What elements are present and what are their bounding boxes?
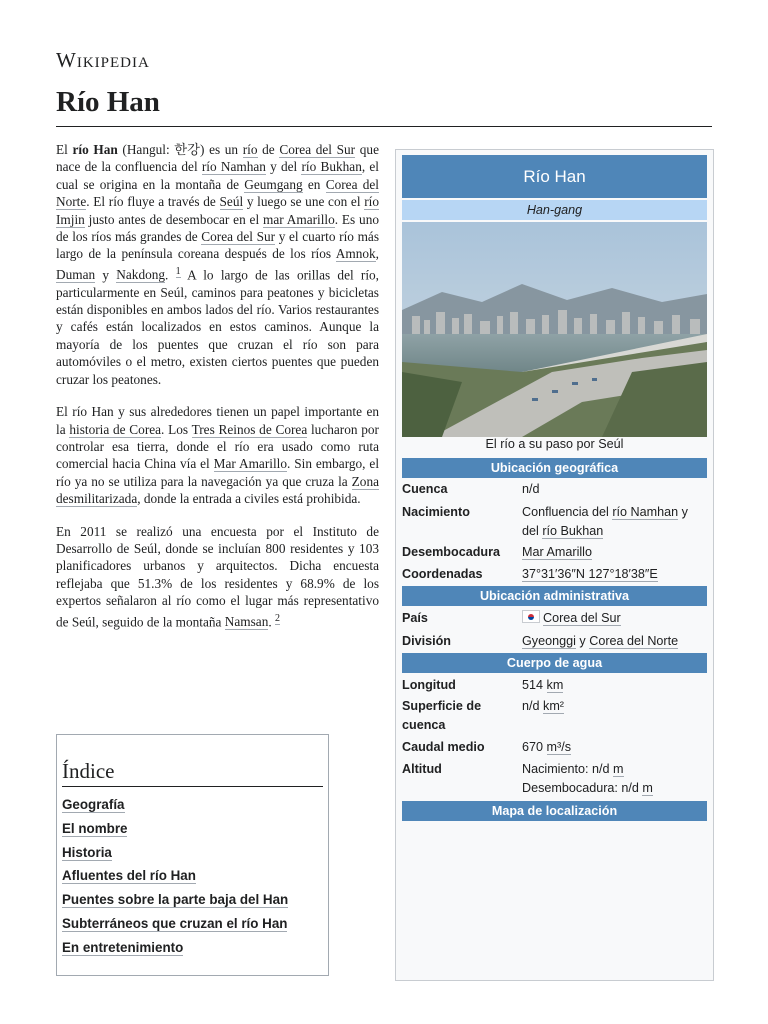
link-seul[interactable]: Seúl (219, 194, 244, 210)
row-nacimiento: Nacimiento Confluencia del río Namhan y del río Bukhan (402, 505, 688, 538)
row-altitud: Altitud Nacimiento: n/d m Desembocadura: n/d m (402, 762, 653, 795)
south-korea-flag-icon (522, 610, 540, 623)
wikipedia-wordmark[interactable]: Wikipedia (56, 48, 150, 72)
link-rio-bukhan[interactable]: río Bukhan (301, 159, 362, 175)
infobox (395, 149, 714, 981)
row-division: División Gyeonggi y Corea del Norte (402, 634, 679, 648)
link-nakdong[interactable]: Nakdong (116, 267, 166, 283)
section-cuerpo-de-agua: Cuerpo de agua (402, 653, 707, 673)
toc-item[interactable]: En entretenimiento (62, 939, 184, 955)
infobox-title: Río Han (402, 155, 707, 198)
toc-list (62, 793, 328, 960)
section-ubicacion-administrativa: Ubicación administrativa (402, 586, 707, 606)
link-corea-del-sur-2[interactable]: Corea del Sur (201, 229, 276, 245)
section-mapa-de-localizacion: Mapa de localización (402, 801, 707, 821)
toc-item[interactable]: Historia (62, 844, 112, 860)
toc-item[interactable]: Subterráneos que cruzan el río Han (62, 915, 288, 931)
page-title: Río Han (56, 86, 160, 118)
section-ubicacion-geografica: Ubicación geográfica (402, 458, 707, 478)
link-m[interactable]: m (613, 762, 624, 776)
toc-item[interactable]: Geografía (62, 797, 125, 812)
row-pais: País Corea del Sur (402, 611, 621, 625)
link-historia-de-corea[interactable]: historia de Corea (69, 421, 162, 437)
link-m-2[interactable]: m (642, 780, 653, 795)
link-m3s[interactable]: m³/s (546, 740, 571, 754)
paragraph-survey: En 2011 se realizó una encuesta por el Instituto de Desarrollo de Seúl, donde se incluían 800 residentes y 103 planificadores urbanos y arquitectos. Dicha encuesta reflejaba que 51.3% de los residentes y 68.9% de los expertos señalaron al río como el lugar más representativo de Seúl, seguido de la montaña Namsan. $^2$ (56, 523, 379, 629)
link-km[interactable]: km (546, 678, 564, 692)
row-superficie-de-cuenca: Superficie de cuenca n/d km² (402, 699, 564, 732)
link-duman[interactable]: Duman (56, 267, 96, 283)
infobox-subtitle: Han-gang (402, 200, 707, 220)
toc-item[interactable]: El nombre (62, 820, 128, 836)
link-corea-del-sur-infobox[interactable]: Corea del Sur (543, 611, 621, 625)
link-corea-del-norte-infobox[interactable]: Corea del Norte (589, 634, 679, 648)
link-mar-amarillo-infobox[interactable]: Mar Amarillo (522, 545, 592, 559)
link-rio-bukhan-infobox[interactable]: río Bukhan (542, 523, 604, 538)
link-amnok[interactable]: Amnok (335, 246, 376, 262)
paragraph-intro: El río Han (Hangul: 한강) es un río de Corea del Sur que nace de la confluencia del río Namhan y del río Bukhan, el cual se origina en la montaña de Geumgang en Corea del Norte. El río fluye a través de Seúl y luego se une con el río Imjin justo antes de desembocar en el mar Amarillo. Es uno de los ríos más grandes de Corea del Sur y el cuarto río más largo de la península coreana después de los ríos Amnok, Duman y Nakdong. $^1$ A lo largo de las orillas del río, particularmente en Seúl, caminos para peatones y bicicletas están disponibles en ambos lados del río. Varios restaurantes y cafés están localizados en estos caminos. Aunque la mayoría de los puentes que cruzan el río son para automóviles o el metro, existen ciertos puentes que pueden cruzar los peatones. (56, 142, 380, 387)
link-corea-del-norte[interactable]: Corea del Norte (56, 176, 380, 210)
river-photo[interactable] (402, 222, 707, 437)
paragraph-history: El río Han y sus alrededores tienen un papel importante en la historia de Corea. Los Tres Reinos de Corea lucharon por controlar esa tierra, donde el río era usado como ruta comercial hacia China vía el Mar Amarillo. Sin embargo, el río ya no se utiliza para la navegación ya que cruza la Zona desmilitarizada, donde la entrada a civiles está prohibida. (56, 404, 380, 507)
reference-1[interactable]: 1 (175, 265, 181, 277)
row-coordenadas: Coordenadas 37°31′36″N 127°18′38″E (402, 567, 658, 581)
link-rio-namhan-infobox[interactable]: río Namhan (612, 505, 679, 519)
link-rio-imjin[interactable]: río Imjin (56, 194, 379, 227)
link-mar-amarillo-2[interactable]: Mar Amarillo (213, 456, 287, 472)
link-km2[interactable]: km² (543, 699, 564, 713)
title-divider (56, 126, 712, 127)
link-rio-namhan[interactable]: río Namhan (201, 159, 266, 175)
link-rio[interactable]: río (242, 142, 258, 157)
toc-title: Índice (62, 759, 323, 787)
river-photo-illustration (402, 222, 707, 437)
photo-caption: El río a su paso por Seúl (485, 437, 624, 451)
link-zona-desmilitarizada[interactable]: Zona desmilitarizada (56, 473, 379, 507)
link-namsan[interactable]: Namsan (224, 614, 269, 629)
toc-item[interactable]: Puentes sobre la parte baja del Han (62, 892, 289, 908)
toc-item[interactable]: Afluentes del río Han (62, 868, 196, 884)
link-corea-del-sur[interactable]: Corea del Sur (279, 142, 356, 157)
article-body (56, 141, 379, 645)
row-desembocadura: Desembocadura Mar Amarillo (402, 545, 592, 559)
reference-2[interactable]: 2 (275, 612, 280, 624)
link-tres-reinos[interactable]: Tres Reinos de Corea (191, 421, 308, 437)
link-coordenadas[interactable]: 37°31′36″N 127°18′38″E (522, 567, 658, 581)
table-of-contents (56, 734, 329, 976)
link-mar-amarillo[interactable]: mar Amarillo (262, 211, 335, 227)
row-cuenca: Cuenca n/d (402, 482, 540, 496)
link-gyeonggi[interactable]: Gyeonggi (522, 634, 576, 648)
row-caudal-medio: Caudal medio 670 m³/s (402, 740, 571, 754)
row-longitud: Longitud 514 km (402, 678, 564, 692)
link-geumgang[interactable]: Geumgang (244, 176, 303, 192)
